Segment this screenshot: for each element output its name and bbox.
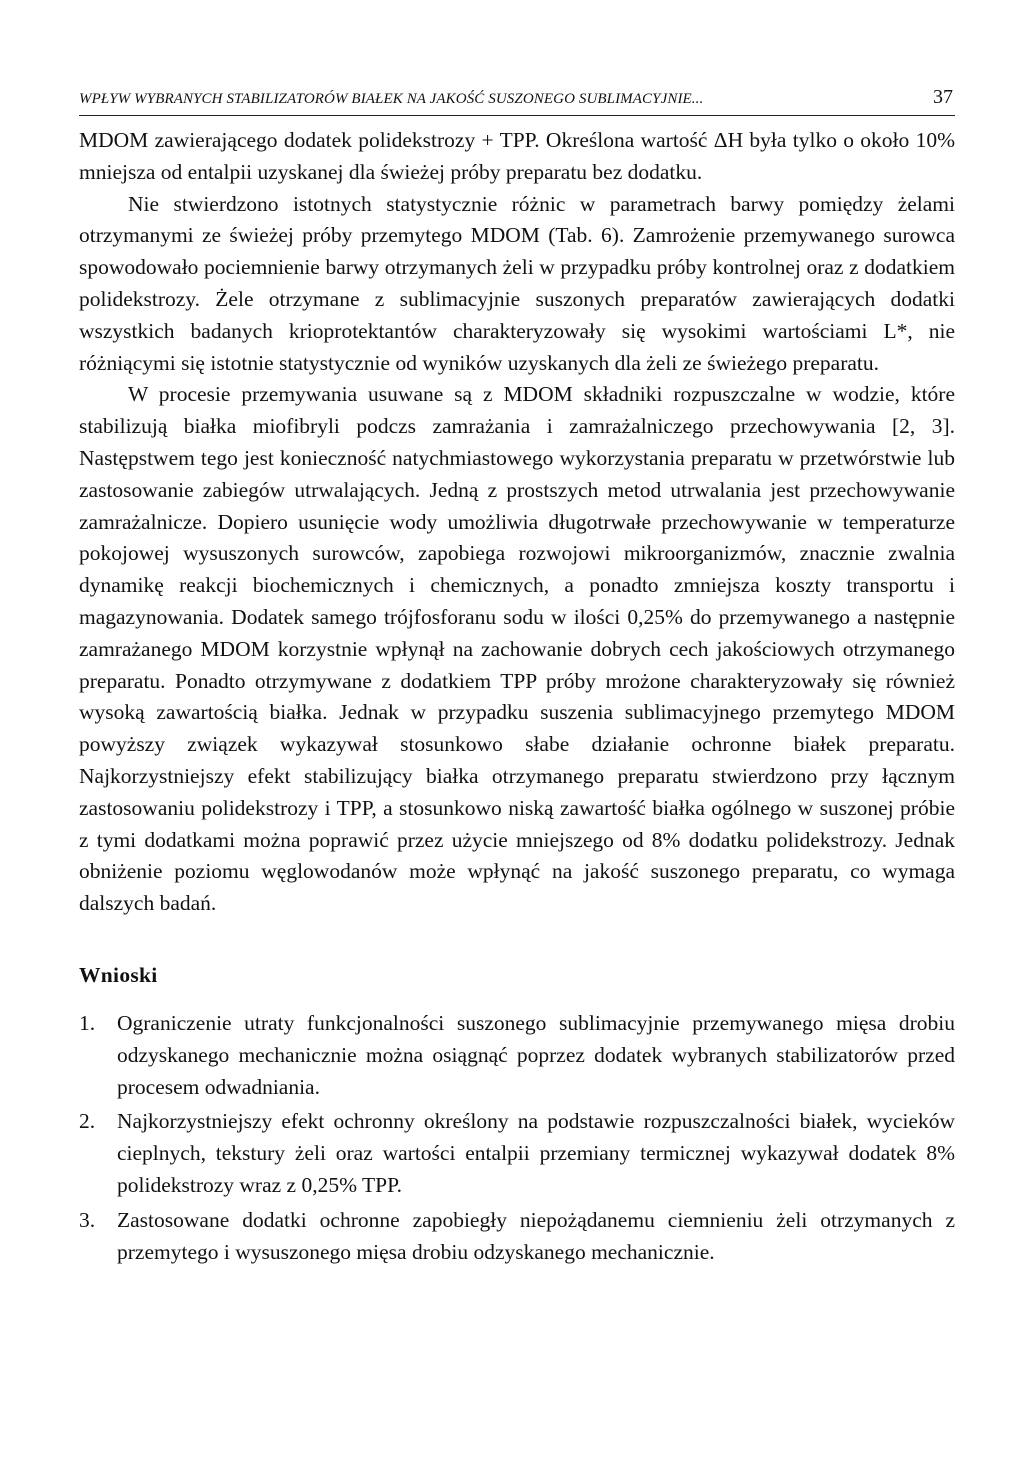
list-item-number: 1.	[79, 1010, 96, 1035]
document-page	[79, 86, 955, 1271]
running-header	[79, 86, 955, 116]
running-title: WPŁYW WYBRANYCH STABILIZATORÓW BIAŁEK NA JAKOŚĆ SUSZONEGO SUBLIMACYJNIE...	[79, 91, 704, 107]
list-item-number: 3.	[79, 1207, 96, 1232]
list-item-number: 2.	[79, 1109, 96, 1134]
list-item	[79, 1205, 955, 1269]
paragraph: W procesie przemywania usuwane są z MDOM składniki rozpuszczalne w wodzie, które stabilizują białka miofibryli podczs zamrażania i zamrażalniczego przechowywania [2, 3]. Następstwem tego jest konieczność natychmiastowego wykorzystania preparatu w przetwórstwie lub zastosowanie zabiegów utrwalających. Jedną z prostszych metod utrwalania jest przechowywanie zamrażalnicze. Dopiero usunięcie wody umożliwia długotrwałe przechowywanie w temperaturze pokojowej wysuszonych surowców, zapobiega rozwojowi mikroorganizmów, znacznie zwalnia dynamikę reakcji biochemicznych i chemicznych, a ponadto zmniejsza koszty transportu i magazynowania. Dodatek samego trójfosforanu sodu w ilości 0,25% do przemywanego a następnie zamrażanego MDOM korzystnie wpłynął na zachowanie dobrych cech jakościowych otrzymanego preparatu. Ponadto otrzymywane z dodatkiem TPP próby mrożone charakteryzowały się również wysoką zawartością białka. Jednak w przypadku suszenia sublimacyjnego przemytego MDOM powyższy związek wykazywał stosunkowo słabe działanie ochronne białek preparatu. Najkorzystniejszy efekt stabilizujący białka otrzymanego preparatu stwierdzono przy łącznym zastosowaniu polidekstrozy i TPP, a stosunkowo niską zawartość białka ogólnego w suszonej próbie z tymi dodatkami można poprawić przez użycie mniejszego od 8% dodatku polidekstrozy. Jednak obniżenie poziomu węglowodanów może wpłynąć na jakość suszonego preparatu, co wymaga dalszych badań.	[79, 382, 955, 916]
list-item	[79, 1106, 955, 1201]
list-item-text: Zastosowane dodatki ochronne zapobiegły niepożądanemu ciemnieniu żeli otrzymanych z przemytego i wysuszonego mięsa drobiu odzyskanego mechanicznie.	[117, 1207, 955, 1264]
list-item-text: Ograniczenie utraty funkcjonalności suszonego sublimacyjnie przemywanego mięsa drobiu odzyskanego mechanicznie można osiągnąć poprzez dodatek wybranych stabilizatorów przed procesem odwadniania.	[117, 1010, 955, 1099]
page-number: 37	[933, 86, 953, 108]
list-item	[79, 1008, 955, 1103]
list-item-text: Najkorzystniejszy efekt ochronny określony na podstawie rozpuszczalności białek, wycieków cieplnych, tekstury żeli oraz wartości entalpii przemiany termicznej wykazywał dodatek 8% polidekstrozy wraz z 0,25% TPP.	[117, 1109, 955, 1197]
paragraph: MDOM zawierającego dodatek polidekstrozy + TPP. Określona wartość ΔH była tylko o około 10% mniejsza od entalpii uzyskanej dla świeżej próby preparatu bez dodatku.	[79, 128, 955, 184]
section-heading-conclusions: Wnioski	[79, 962, 158, 987]
conclusions-list	[79, 1008, 955, 1268]
paragraph: Nie stwierdzono istotnych statystycznie różnic w parametrach barwy pomiędzy żelami otrzymanymi ze świeżej próby przemytego MDOM (Tab. 6). Zamrożenie przemywanego surowca spowodowało pociemnienie barwy otrzymanych żeli w przypadku próby kontrolnej oraz z dodatkiem polidekstrozy. Żele otrzymane z sublimacyjnie suszonych preparatów zawierających dodatki wszystkich badanych krioprotektantów charakteryzowały się wysokimi wartościami L*, nie różniącymi się istotnie statystycznie od wyników uzyskanych dla żeli ze świeżego preparatu.	[79, 191, 955, 375]
body-text	[79, 125, 955, 920]
